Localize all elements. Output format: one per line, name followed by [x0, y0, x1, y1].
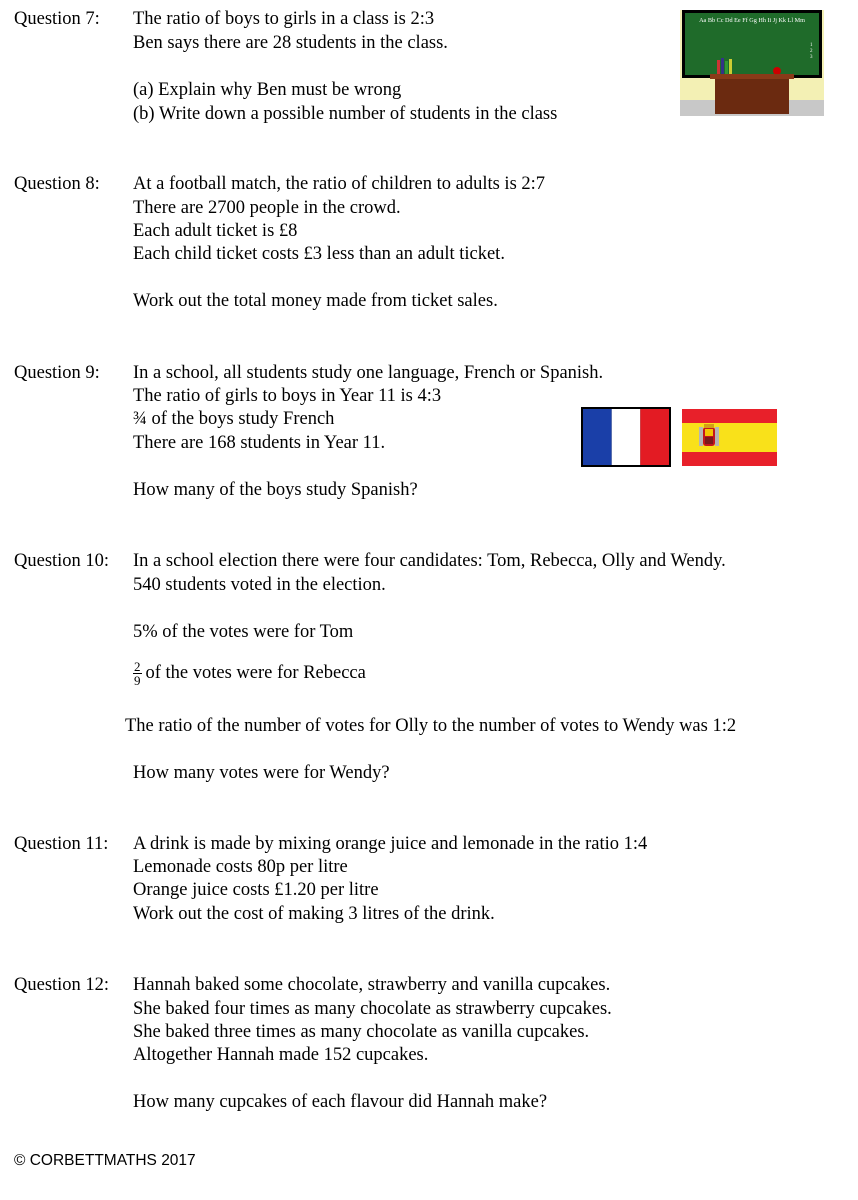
q7-part-b: (b) Write down a possible number of students in the class	[133, 104, 558, 124]
two-ninths-fraction: $\frac{2}{9}$	[134, 659, 141, 688]
q7-line-1: The ratio of boys to girls in a class is 2:3	[133, 9, 435, 29]
q12-task: How many cupcakes of each flavour did Hannah make?	[133, 1092, 548, 1112]
q9-line-2: The ratio of girls to boys in Year 11 is 4:3	[133, 386, 442, 406]
q7-line-2: Ben says there are 28 students in the class.	[133, 33, 448, 53]
q9-line-1: In a school, all students study one language, French or Spanish.	[133, 363, 604, 383]
question-9-label: Question 9:	[14, 363, 100, 383]
q8-line-4: Each child ticket costs £3 less than an adult ticket.	[133, 244, 505, 264]
q11-line-3: Orange juice costs £1.20 per litre	[133, 880, 379, 900]
question-12-label: Question 12:	[14, 975, 110, 995]
q12-line-2: She baked four times as many chocolate as strawberry cupcakes.	[133, 999, 612, 1019]
spain-flag-image	[682, 409, 777, 466]
q12-line-1: Hannah baked some chocolate, strawberry and vanilla cupcakes.	[133, 975, 611, 995]
q8-task: Work out the total money made from ticket sales.	[133, 291, 498, 311]
q10-tom-votes: 5% of the votes were for Tom	[133, 622, 354, 642]
q10-ratio-line: The ratio of the number of votes for Olly to the number of votes to Wendy was 1:2	[125, 716, 737, 736]
q11-task: Work out the cost of making 3 litres of the drink.	[133, 904, 495, 924]
q12-line-4: Altogether Hannah made 152 cupcakes.	[133, 1045, 429, 1065]
question-10-label: Question 10:	[14, 551, 110, 571]
svg-text:1: 1	[810, 43, 813, 48]
q9-line-3: ¾ of the boys study French	[133, 409, 335, 429]
q8-line-3: Each adult ticket is £8	[133, 221, 298, 241]
q7-part-a: (a) Explain why Ben must be wrong	[133, 80, 402, 100]
q11-line-2: Lemonade costs 80p per litre	[133, 857, 348, 877]
q10-rebecca-votes: $\frac{2}{9}$ of the votes were for Rebecca	[134, 659, 366, 688]
question-11-label: Question 11:	[14, 834, 109, 854]
france-flag-image	[581, 407, 671, 467]
q9-line-4: There are 168 students in Year 11.	[133, 433, 386, 453]
question-7-label: Question 7:	[14, 9, 100, 29]
q9-task: How many of the boys study Spanish?	[133, 480, 418, 500]
copyright-footer: © CORBETTMATHS 2017	[14, 1152, 196, 1169]
q10-task: How many votes were for Wendy?	[133, 763, 390, 783]
classroom-image	[680, 10, 824, 116]
q12-line-3: She baked three times as many chocolate as vanilla cupcakes.	[133, 1022, 590, 1042]
question-8-label: Question 8:	[14, 174, 100, 194]
svg-text:2: 2	[810, 49, 813, 54]
svg-text:3: 3	[810, 55, 813, 60]
q11-line-1: A drink is made by mixing orange juice and lemonade in the ratio 1:4	[133, 834, 648, 854]
q10-line-2: 540 students voted in the election.	[133, 575, 386, 595]
q10-line-1: In a school election there were four candidates: Tom, Rebecca, Olly and Wendy.	[133, 551, 726, 571]
q8-line-1: At a football match, the ratio of children to adults is 2:7	[133, 174, 546, 194]
chalkboard-alphabet: Aa Bb Cc Dd Ee Ff Gg Hh Ii Jj Kk Ll Mm	[699, 17, 805, 24]
q8-line-2: There are 2700 people in the crowd.	[133, 198, 401, 218]
